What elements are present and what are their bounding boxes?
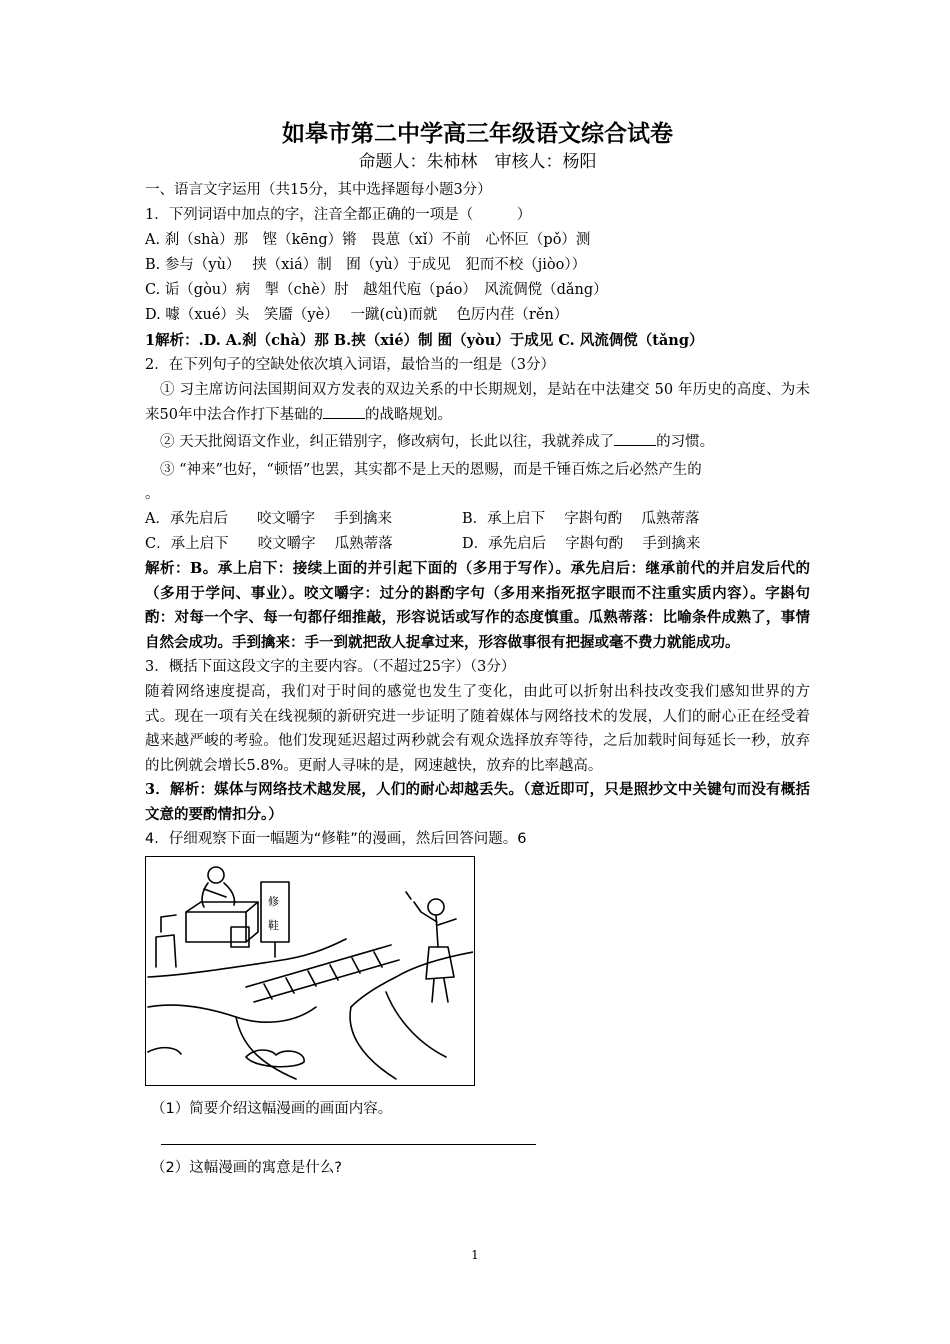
q1-option-b: B. 参与（yù） 挟（xiá）制 囿（yù）于成见 犯而不校（jiòo）） [145, 257, 587, 273]
q2-option-c: C．承上启下 咬文嚼字 瓜熟蒂落 [145, 536, 393, 552]
q3-analysis: 3．解析：媒体与网络技术越发展，人们的耐心却越丢失。（意近即可，只是照抄文中关键句而没有概括文意的要酌情扣分。） [145, 781, 810, 823]
q2-stem: 2．在下列句子的空缺处依次填入词语，最恰当的一组是（3分） [145, 357, 555, 373]
fill-blank[interactable] [323, 404, 365, 419]
q4-stem: 4．仔细观察下面一幅题为“修鞋”的漫画，然后回答问题。6 [145, 831, 527, 847]
page-title: 如皋市第二中学高三年级语文综合试卷 [282, 120, 673, 147]
q2-s1-end: 的战略规划。 [364, 406, 452, 423]
q2-sentence-3 [145, 458, 810, 483]
q1-analysis: 1解析：.D. A.刹（chà）那 B.挟（xié）制 囿（yòu）于成见 C. 风流倜傥（tǎng） [145, 332, 704, 349]
q4-sub-question-1: （1）简要介绍这幅漫画的画面内容。 [151, 1101, 393, 1117]
q2-s2-end: 的习惯。 [656, 434, 715, 450]
authors-line: 命题人：朱柿林 审核人：杨阳 [358, 152, 597, 172]
cartoon-drawing [146, 857, 473, 1084]
q4-sub-question-2: （2）这幅漫画的寓意是什么? [151, 1160, 342, 1176]
document-body [145, 118, 810, 1181]
shoe-repair-cartoon [145, 856, 475, 1086]
q1-stem: 1．下列词语中加点的字，注音全都正确的一项是（ ） [145, 207, 532, 223]
q2-sentence-1 [145, 378, 810, 427]
q2-sentence-2 [145, 430, 810, 455]
q2-option-a: A．承先启后 咬文嚼字 手到擒来 [145, 511, 393, 527]
q2-options-row-2 [145, 532, 810, 557]
q1-option-c: C. 诟（gòu）病 掣（chè）肘 越俎代庖（páo） 风流倜傥（dǎng） [145, 282, 608, 298]
answer-line[interactable] [161, 1128, 536, 1145]
q2-s2-text: ② 天天批阅语文作业，纠正错别字，修改病句，长此以往，我就养成了 [160, 434, 615, 450]
section-heading: 一、语言文字运用（共15分，其中选择题每小题3分） [145, 182, 492, 198]
fill-blank[interactable] [614, 431, 656, 446]
q2-option-d: D．承先启后 字斟句酌 手到擒来 [462, 536, 701, 552]
q2-s3-text: ③ “神来”也好，“顿悟”也罢，其实都不是上天的恩赐，而是千锤百炼之后必然产生的 [160, 461, 702, 478]
q1-option-a: A. 刹（shà）那 铿（kēng）锵 畏葸（xǐ）不前 心怀叵（pǒ）测 [145, 232, 591, 248]
page-number: 1 [471, 1248, 479, 1262]
q3-stem: 3．概括下面这段文字的主要内容。（不超过25字）（3分） [145, 659, 516, 675]
q2-s1-text: ① 习主席访问法国期间双方发表的双边关系的中长期规划，是站在中法建交 50 年历史的高度、为未来50年中法合作打下基础的 [145, 382, 810, 423]
q2-sentence-3-end: 。 [145, 486, 160, 502]
sign-char-1: 修 [268, 895, 279, 908]
q3-passage: 随着网络速度提高，我们对于时间的感觉也发生了变化，由此可以折射出科技改变我们感知世界的方式。现在一项有关在线视频的新研究进一步证明了随着媒体与网络技术的发展，人们的耐心正在经受着越来越严峻的考验。他们发现延迟超过两秒就会有观众选择放弃等待，之后加载时间每延长一秒，放弃的比例就会增长5.8%。更耐人寻味的是，网速越快，放弃的比率越高。 [145, 684, 810, 774]
q1-option-d: D. 噱（xué）头 笑靥（yè） 一蹴(cù)而就 色厉内荏（rěn） [145, 307, 569, 323]
q2-option-b: B．承上启下 字斟句酌 瓜熟蒂落 [462, 511, 700, 527]
sign-char-2: 鞋 [268, 919, 279, 932]
q2-analysis: 解析：B。承上启下：接续上面的并引起下面的（多用于写作）。承先启后：继承前代的并启发后代的（多用于学问、事业）。咬文嚼字：过分的斟酌字句（多用来指死抠字眼而不注重实质内容）。字斟句酌：对每一个字、每一句都仔细推敲，形容说话或写作的态度慎重。瓜熟蒂落：比喻条件成熟了，事情自然会成功。手到擒来：手一到就把敌人捉拿过来，形容做事很有把握或毫不费力就能成功。 [145, 560, 810, 651]
q2-options-row-1 [145, 507, 810, 532]
